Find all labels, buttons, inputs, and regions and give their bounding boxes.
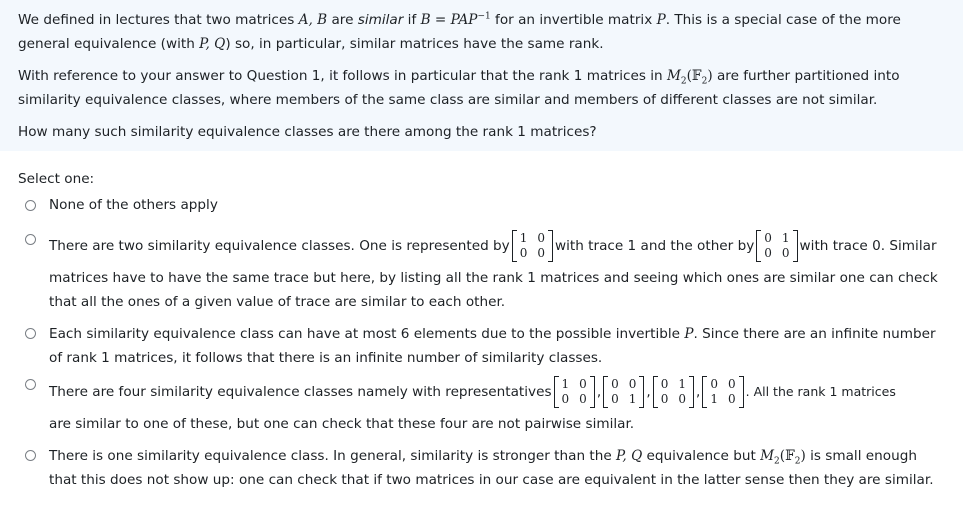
matrix: 0 1 0 0 xyxy=(653,376,694,408)
matrix: 1 0 0 0 xyxy=(554,376,595,408)
radio-button[interactable] xyxy=(25,379,36,390)
matrix: 1 0 0 0 xyxy=(512,230,553,262)
radio-button[interactable] xyxy=(25,200,36,211)
matrix: 0 0 0 1 xyxy=(603,376,644,408)
question-paragraph-2: With reference to your answer to Question 1, it follows in particular that the rank 1 matrices in $M_2(𝔽_2)$ are further partitioned into similarity equivalence classes, where members of the same class are similar and members of different classes are not similar. xyxy=(18,68,900,108)
option-label[interactable]: None of the others apply xyxy=(49,197,218,213)
option-label[interactable]: There are two similarity equivalence classes. One is represented by 1 0 0 0 with trace 1 and the other by 0 1 0 0 with trace 0. Similar matrices have to have the same trace but here, by listing all the rank 1 matrices and seeing which ones are similar one can check that all the ones of a given value of trace are similar to each other. xyxy=(49,231,938,310)
select-one-label: Select one: xyxy=(18,171,95,187)
question-paragraph-3: How many such similarity equivalence classes are there among the rank 1 matrices? xyxy=(18,124,597,140)
radio-button[interactable] xyxy=(25,450,36,461)
option-label[interactable]: There are four similarity equivalence classes namely with representatives 1 0 0 0 , 0 0 0 1 , 0 1 0 0 , 0 0 1 0 . All the rank 1 matrices are similar to one of these, but one can check that these four are not pairwise similar. xyxy=(49,377,896,432)
option-label[interactable]: Each similarity equivalence class can have at most 6 elements due to the possible invertible P. Since there are an infinite number of rank 1 matrices, it follows that there is an infinite number of similarity classes. xyxy=(49,326,936,366)
question-paragraph-1: We defined in lectures that two matrices A, B are similar if $B = PAP^{-1}$ for an invertible matrix P. This is a special case of the more general equivalence (with P, Q) so, in particular, similar matrices have the same rank. xyxy=(18,11,901,52)
radio-button[interactable] xyxy=(25,234,36,245)
radio-button[interactable] xyxy=(25,328,36,339)
question-text xyxy=(18,8,948,152)
matrix: 0 1 0 0 xyxy=(756,230,797,262)
option-label[interactable]: There is one similarity equivalence class. In general, similarity is stronger than the P, Q equivalence but $M_2(𝔽_2)$ is small enough that this does not show up: one can check that if two matrices in our case are equivalent in the latter sense then they are similar. xyxy=(49,448,934,488)
matrix: 0 0 1 0 xyxy=(702,376,743,408)
